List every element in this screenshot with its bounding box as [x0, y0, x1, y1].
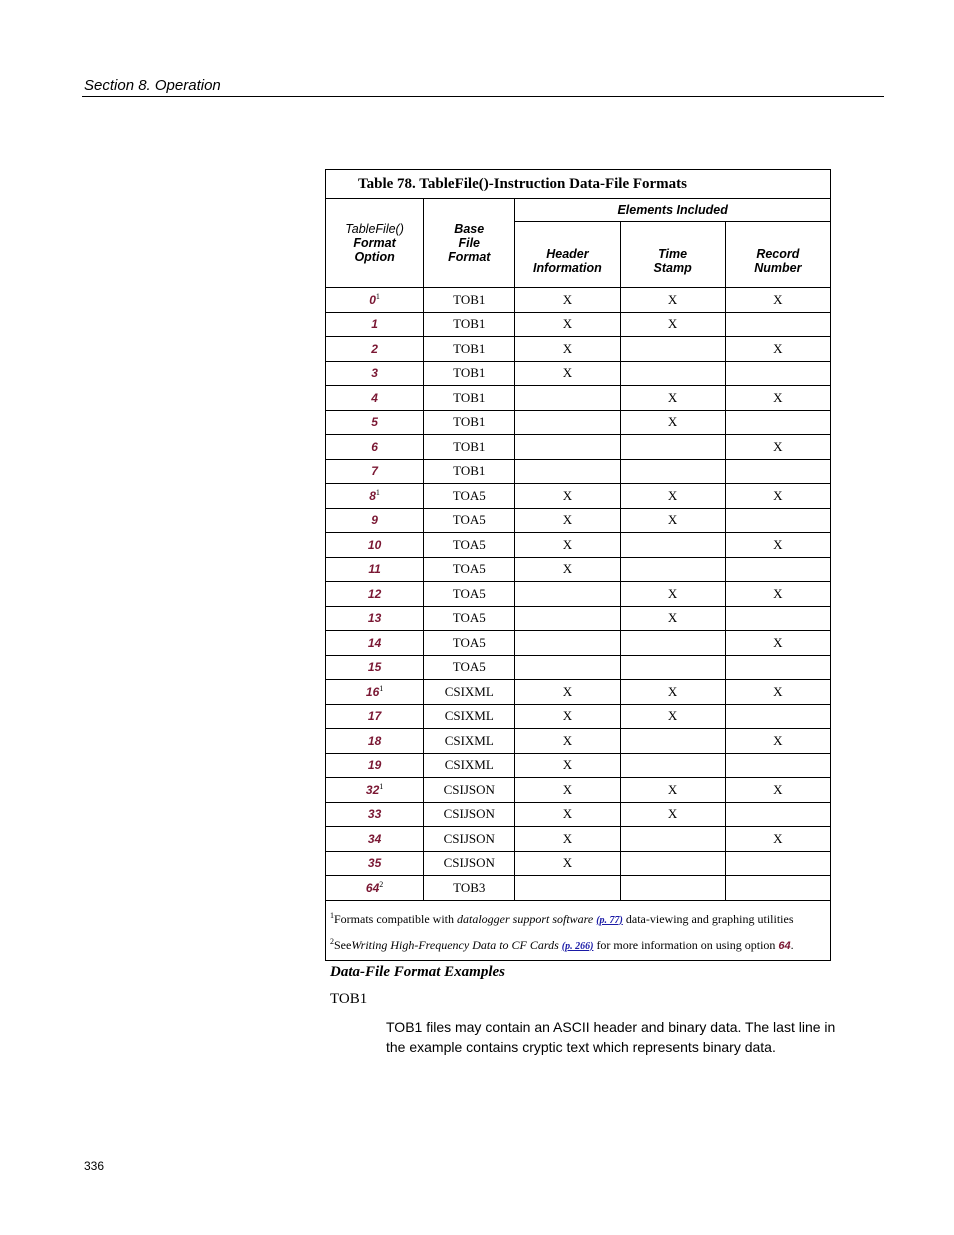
- header-info-cell: X: [515, 533, 620, 558]
- table-row: [326, 557, 831, 582]
- time-stamp-cell: [620, 337, 725, 362]
- col-header-base: [424, 199, 515, 288]
- col-header-option-line2: Format: [353, 236, 396, 250]
- format-cell: TOA5: [424, 484, 515, 509]
- col-header-info: [515, 222, 620, 288]
- footnote-2: [330, 931, 826, 957]
- table-row: [326, 582, 831, 607]
- option-value: 7: [371, 464, 378, 479]
- header-info-cell: [515, 606, 620, 631]
- record-number-cell: X: [725, 827, 830, 852]
- record-number-cell: [725, 459, 830, 484]
- table-row: [326, 802, 831, 827]
- header-info-cell: X: [515, 508, 620, 533]
- option-cell: [326, 631, 424, 656]
- time-stamp-cell: [620, 876, 725, 901]
- option-value: 5: [371, 415, 378, 430]
- option-value: 64: [365, 881, 380, 896]
- option-cell: [326, 337, 424, 362]
- option-cell: [326, 876, 424, 901]
- option-value: 1: [371, 317, 378, 332]
- col-header-info-line1: Header: [546, 246, 589, 261]
- col-header-base-line3: Format: [448, 250, 491, 264]
- col-header-base-line1: Base: [454, 222, 485, 236]
- option-cell: [326, 484, 424, 509]
- time-stamp-cell: [620, 655, 725, 680]
- header-info-cell: X: [515, 361, 620, 386]
- footnote-marker: 1: [375, 292, 380, 302]
- table-row: [326, 851, 831, 876]
- option-value: 33: [367, 807, 382, 822]
- header-info-cell: X: [515, 680, 620, 705]
- table-row: [326, 410, 831, 435]
- time-stamp-cell: [620, 729, 725, 754]
- option-value: 9: [371, 513, 378, 528]
- record-number-cell: [725, 753, 830, 778]
- col-header-option-line3: Option: [354, 250, 395, 264]
- format-cell: CSIXML: [424, 729, 515, 754]
- time-stamp-cell: X: [620, 508, 725, 533]
- table-row: [326, 361, 831, 386]
- header-info-cell: [515, 410, 620, 435]
- format-cell: TOB1: [424, 312, 515, 337]
- option-value: 19: [367, 758, 382, 773]
- option-cell: [326, 557, 424, 582]
- option-cell: [326, 802, 424, 827]
- table-row: [326, 533, 831, 558]
- time-stamp-cell: [620, 557, 725, 582]
- footnote-1-text-b: data-viewing and graphing utilities: [622, 911, 794, 926]
- col-header-option: [326, 199, 424, 288]
- footnote-2-text-b: for more information on using option: [593, 937, 779, 952]
- format-cell: TOB1: [424, 386, 515, 411]
- footnote-1-italic: datalogger support software: [456, 911, 594, 926]
- header-info-cell: X: [515, 802, 620, 827]
- format-cell: TOA5: [424, 582, 515, 607]
- table-footnotes: [326, 900, 831, 960]
- header-info-cell: X: [515, 827, 620, 852]
- time-stamp-cell: X: [620, 802, 725, 827]
- footnote-2-mark: 2: [330, 936, 334, 946]
- option-cell: [326, 410, 424, 435]
- col-header-record-line2: Number: [754, 260, 802, 275]
- format-cell: TOA5: [424, 655, 515, 680]
- record-number-cell: [725, 410, 830, 435]
- header-info-cell: X: [515, 851, 620, 876]
- time-stamp-cell: [620, 459, 725, 484]
- record-number-cell: X: [725, 533, 830, 558]
- table-body: [326, 288, 831, 901]
- header-info-cell: X: [515, 704, 620, 729]
- option-value: 13: [367, 611, 382, 626]
- record-number-cell: X: [725, 680, 830, 705]
- format-cell: CSIJSON: [424, 851, 515, 876]
- format-cell: TOB1: [424, 435, 515, 460]
- option-cell: [326, 655, 424, 680]
- option-value: 35: [367, 856, 382, 871]
- footnote-1-text-a: Formats compatible with: [334, 911, 457, 926]
- format-cell: TOA5: [424, 631, 515, 656]
- time-stamp-cell: X: [620, 484, 725, 509]
- format-cell: CSIJSON: [424, 827, 515, 852]
- option-cell: [326, 851, 424, 876]
- table-row: [326, 753, 831, 778]
- col-header-info-line2: Information: [533, 260, 602, 275]
- time-stamp-cell: X: [620, 680, 725, 705]
- record-number-cell: [725, 655, 830, 680]
- time-stamp-cell: [620, 435, 725, 460]
- header-info-cell: [515, 386, 620, 411]
- footnote-1: [330, 905, 826, 931]
- option-value: 6: [371, 439, 378, 454]
- table-row: [326, 729, 831, 754]
- format-cell: CSIJSON: [424, 778, 515, 803]
- table-row: [326, 827, 831, 852]
- record-number-cell: [725, 704, 830, 729]
- table-row: [326, 484, 831, 509]
- page-number: 336: [84, 1159, 105, 1173]
- format-table: [325, 169, 831, 961]
- table-row: [326, 312, 831, 337]
- table-row: [326, 631, 831, 656]
- format-cell: TOA5: [424, 606, 515, 631]
- table-row: [326, 386, 831, 411]
- record-number-cell: [725, 361, 830, 386]
- header-info-cell: X: [515, 312, 620, 337]
- tob1-description: TOB1 files may contain an ASCII header and binary data. The last line in the example contains cryptic text which represents binary data.: [386, 1019, 836, 1055]
- option-value: 17: [367, 709, 382, 724]
- header-info-cell: X: [515, 484, 620, 509]
- header-info-cell: X: [515, 557, 620, 582]
- record-number-cell: X: [725, 386, 830, 411]
- col-header-time: [620, 222, 725, 288]
- option-cell: [326, 582, 424, 607]
- table-row: [326, 435, 831, 460]
- option-cell: [326, 435, 424, 460]
- option-cell: [326, 680, 424, 705]
- option-value: 10: [367, 537, 382, 552]
- record-number-cell: X: [725, 435, 830, 460]
- option-cell: [326, 459, 424, 484]
- col-header-time-line1: Time: [658, 246, 688, 261]
- time-stamp-cell: X: [620, 386, 725, 411]
- record-number-cell: [725, 876, 830, 901]
- option-value: 2: [371, 341, 378, 356]
- col-header-option-line1: TableFile(): [345, 222, 404, 236]
- option-value: 14: [367, 635, 382, 650]
- time-stamp-cell: X: [620, 288, 725, 313]
- header-info-cell: [515, 631, 620, 656]
- option-value: 18: [367, 733, 382, 748]
- format-cell: TOB1: [424, 337, 515, 362]
- header-info-cell: [515, 459, 620, 484]
- table-caption: Table 78. TableFile()-Instruction Data-File Formats: [326, 170, 831, 199]
- record-number-cell: [725, 606, 830, 631]
- table-row: [326, 876, 831, 901]
- footnote-2-option: 64: [778, 939, 791, 952]
- col-header-record-line1: Record: [756, 246, 800, 261]
- elements-included-header: Elements Included: [515, 199, 831, 222]
- format-cell: TOB1: [424, 288, 515, 313]
- option-value: 15: [367, 660, 382, 675]
- time-stamp-cell: [620, 533, 725, 558]
- time-stamp-cell: X: [620, 410, 725, 435]
- format-cell: CSIJSON: [424, 802, 515, 827]
- footnote-2-end: .: [790, 937, 794, 952]
- table-row: [326, 778, 831, 803]
- time-stamp-cell: X: [620, 606, 725, 631]
- record-number-cell: [725, 802, 830, 827]
- table-row: [326, 704, 831, 729]
- header-rule: [82, 96, 884, 97]
- option-cell: [326, 288, 424, 313]
- option-cell: [326, 827, 424, 852]
- header-info-cell: X: [515, 729, 620, 754]
- time-stamp-cell: X: [620, 704, 725, 729]
- footnote-marker: 1: [379, 782, 384, 792]
- record-number-cell: X: [725, 288, 830, 313]
- record-number-cell: [725, 557, 830, 582]
- footnote-marker: 2: [379, 880, 384, 890]
- table-row: [326, 337, 831, 362]
- time-stamp-cell: [620, 361, 725, 386]
- option-cell: [326, 312, 424, 337]
- format-cell: TOB1: [424, 459, 515, 484]
- time-stamp-cell: X: [620, 778, 725, 803]
- footnote-2-page-link[interactable]: (p. 266): [561, 940, 594, 952]
- option-cell: [326, 606, 424, 631]
- header-info-cell: [515, 435, 620, 460]
- format-cell: TOA5: [424, 533, 515, 558]
- header-info-cell: X: [515, 778, 620, 803]
- format-cell: TOB3: [424, 876, 515, 901]
- time-stamp-cell: X: [620, 312, 725, 337]
- table-row: [326, 655, 831, 680]
- format-cell: TOB1: [424, 410, 515, 435]
- option-value: 34: [367, 831, 382, 846]
- format-table-container: [325, 169, 830, 961]
- footnote-2-text-a: See: [334, 937, 352, 952]
- option-cell: [326, 508, 424, 533]
- record-number-cell: X: [725, 484, 830, 509]
- col-header-base-line2: File: [458, 236, 481, 250]
- header-info-cell: [515, 655, 620, 680]
- record-number-cell: [725, 508, 830, 533]
- record-number-cell: X: [725, 337, 830, 362]
- record-number-cell: X: [725, 729, 830, 754]
- table-row: [326, 288, 831, 313]
- option-value: 3: [371, 366, 378, 381]
- header-info-cell: X: [515, 337, 620, 362]
- footnote-1-page-link[interactable]: (p. 77): [596, 914, 623, 926]
- option-value: 4: [371, 390, 378, 405]
- time-stamp-cell: [620, 753, 725, 778]
- record-number-cell: X: [725, 582, 830, 607]
- footnote-marker: 1: [375, 488, 380, 498]
- option-cell: [326, 386, 424, 411]
- section-header: Section 8. Operation: [84, 77, 221, 94]
- format-cell: CSIXML: [424, 704, 515, 729]
- record-number-cell: X: [725, 778, 830, 803]
- record-number-cell: [725, 851, 830, 876]
- table-row: [326, 680, 831, 705]
- option-value: 32: [365, 783, 380, 798]
- time-stamp-cell: [620, 631, 725, 656]
- table-row: [326, 508, 831, 533]
- option-cell: [326, 533, 424, 558]
- format-cell: CSIXML: [424, 680, 515, 705]
- time-stamp-cell: [620, 827, 725, 852]
- tob1-label: TOB1: [330, 991, 368, 1007]
- option-value: 8: [369, 489, 376, 504]
- format-cell: TOA5: [424, 557, 515, 582]
- table-row: [326, 606, 831, 631]
- col-header-time-line2: Stamp: [653, 260, 692, 275]
- option-cell: [326, 704, 424, 729]
- option-cell: [326, 778, 424, 803]
- record-number-cell: [725, 312, 830, 337]
- option-value: 11: [368, 562, 381, 577]
- option-cell: [326, 729, 424, 754]
- option-value: 0: [369, 293, 376, 308]
- header-info-cell: [515, 876, 620, 901]
- examples-heading: Data-File Format Examples: [330, 964, 506, 980]
- footnote-marker: 1: [379, 684, 384, 694]
- option-value: 16: [365, 685, 380, 700]
- time-stamp-cell: [620, 851, 725, 876]
- col-header-record: [725, 222, 830, 288]
- footnote-1-mark: 1: [330, 910, 334, 920]
- format-cell: TOA5: [424, 508, 515, 533]
- header-info-cell: [515, 582, 620, 607]
- record-number-cell: X: [725, 631, 830, 656]
- option-cell: [326, 753, 424, 778]
- format-cell: CSIXML: [424, 753, 515, 778]
- time-stamp-cell: X: [620, 582, 725, 607]
- table-row: [326, 459, 831, 484]
- header-info-cell: X: [515, 753, 620, 778]
- footnote-2-italic: Writing High-Frequency Data to CF Cards: [351, 937, 559, 952]
- header-info-cell: X: [515, 288, 620, 313]
- format-cell: TOB1: [424, 361, 515, 386]
- option-cell: [326, 361, 424, 386]
- option-value: 12: [367, 586, 382, 601]
